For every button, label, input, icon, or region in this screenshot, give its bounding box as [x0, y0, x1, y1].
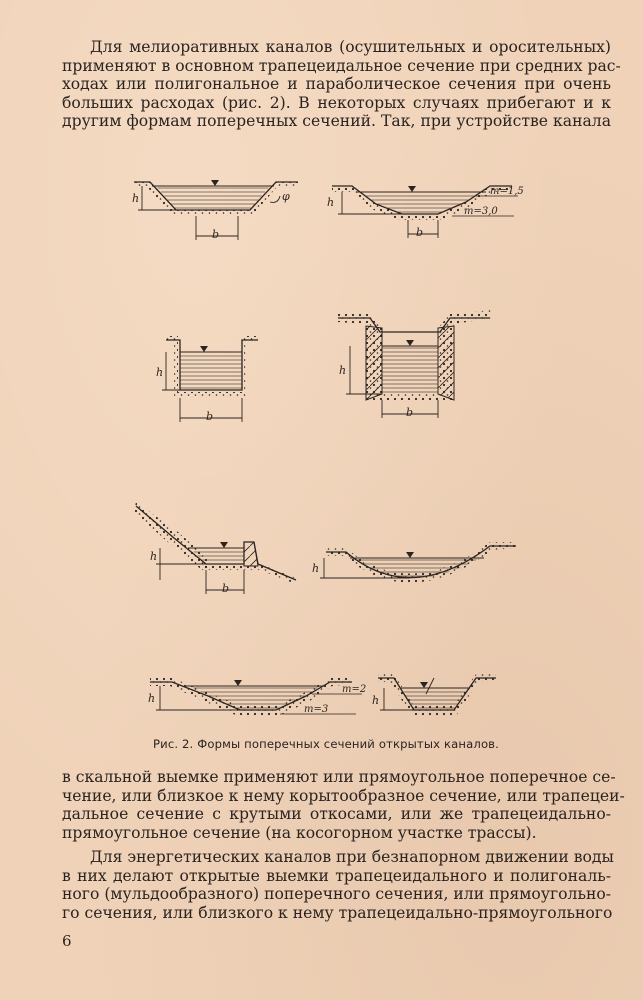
- bottom-width-label: b: [212, 228, 220, 241]
- depth-label: h: [339, 364, 347, 377]
- text-line: чение, или близкое к нему корытообразное сечение, или трапецеи-: [62, 786, 625, 805]
- slope-label: m=3: [304, 704, 329, 715]
- hillside-section: [134, 502, 296, 594]
- page-number: 6: [62, 932, 72, 950]
- small-trapezoidal-section: [378, 674, 496, 716]
- bottom-width-label: b: [406, 406, 414, 419]
- bottom-width-label: b: [206, 410, 214, 423]
- text-line: другим формам поперечных сечений. Так, при устройстве канала: [62, 112, 611, 131]
- text-line: больших расходах (рис. 2). В некоторых случаях прибегают и к: [62, 93, 611, 112]
- text-line: применяют в основном трапецеидальное сечение при средних рас-: [62, 56, 621, 75]
- depth-label: h: [327, 196, 335, 209]
- text-line: Для мелиоративных каналов (осушительных и оросительных): [90, 38, 611, 56]
- bottom-width-label: b: [416, 226, 424, 239]
- paragraph-energy-canals: [62, 848, 614, 922]
- slope-label: m=1,5: [490, 186, 524, 197]
- figure-caption: Рис. 2. Формы поперечных сечений открытых каналов.: [153, 737, 499, 751]
- text-line: в скальной выемке применяют или прямоугольное поперечное се-: [62, 768, 616, 786]
- depth-label: h: [372, 694, 380, 707]
- paragraph-rock-cut: [62, 768, 625, 842]
- text-line: Для энергетических каналов при безнапорном движении воды: [90, 848, 614, 866]
- text-line: в них делают открытые выемки трапецеидального и полигональ-: [62, 866, 611, 885]
- depth-label: h: [148, 692, 156, 705]
- slope-label: m=2: [342, 684, 367, 695]
- parabolic-section: [320, 542, 516, 583]
- depth-label: h: [312, 562, 320, 575]
- text-line: го сечения, или близкого к нему трапецеидально-прямоугольного: [62, 903, 613, 922]
- text-line: дальное сечение с крутыми откосами, или же трапецеидально-: [62, 805, 611, 824]
- bottom-width-label: b: [222, 582, 230, 595]
- depth-label: h: [150, 550, 158, 563]
- depth-label: h: [132, 192, 140, 205]
- angle-label: φ: [282, 190, 290, 203]
- canal-cross-sections-figure: [120, 166, 530, 726]
- text-line: ходах или полигональное и параболическое сечения при очень: [62, 75, 611, 94]
- text-line: ного (мульдообразного) поперечного сечения, или прямоугольно-: [62, 885, 611, 904]
- paragraph-intro: [62, 38, 621, 131]
- trough-section: [338, 310, 492, 418]
- text-line: прямоугольное сечение (на косогорном участке трассы).: [62, 823, 537, 842]
- wide-polygonal-section: [150, 678, 362, 716]
- depth-label: h: [156, 366, 164, 379]
- slope-label: m=3,0: [464, 206, 498, 217]
